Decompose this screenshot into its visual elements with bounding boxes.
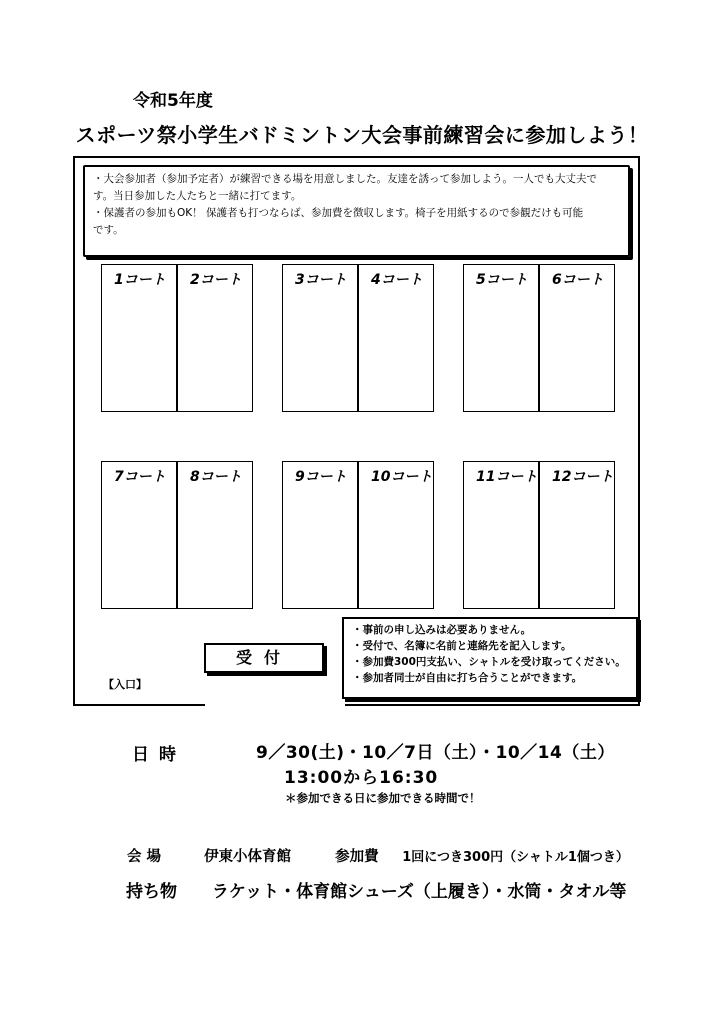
court-label: 9コート — [295, 469, 347, 485]
dates: 9／30(土)・10／7日（土）・10／14（土） — [256, 743, 615, 763]
court-4 — [358, 264, 434, 412]
items-row — [126, 877, 626, 902]
court-6 — [539, 264, 615, 412]
court-label: 1コート — [114, 272, 166, 288]
court-7 — [101, 461, 177, 609]
note-line: ・参加者同士が自由に打ち合うことができます。 — [352, 672, 583, 684]
court-10 — [358, 461, 434, 609]
court-12 — [539, 461, 615, 609]
time: 13:00から16:30 — [284, 768, 439, 788]
items-label: 持ち物 — [126, 882, 177, 902]
page-title: スポーツ祭小学生バドミントン大会事前練習会に参加しよう！ — [75, 123, 649, 147]
info-line: す。当日参加した人たちと一緒に打てます。 — [93, 190, 302, 202]
court-9 — [282, 461, 358, 609]
court-label: 8コート — [190, 469, 242, 485]
items-list: ラケット・体育館シューズ（上履き）・水筒・タオル等 — [211, 882, 627, 902]
venue-row — [127, 845, 629, 866]
court-label: 6コート — [552, 272, 604, 288]
court-8 — [177, 461, 253, 609]
year-label: 令和5年度 — [133, 91, 213, 111]
venue-label: 会 場 — [127, 849, 162, 865]
court-label: 5コート — [476, 272, 528, 288]
note-line: ・事前の申し込みは必要ありません。 — [352, 624, 532, 636]
note-line: ・参加費300円支払い、シャトルを受け取ってください。 — [352, 656, 626, 668]
court-label: 3コート — [295, 272, 347, 288]
info-line: ・大会参加者（参加予定者）が練習できる場を用意しました。友達を誘って参加しよう。一人でも大丈夫で — [93, 173, 597, 185]
datetime-note: ＊参加できる日に参加できる時間で！ — [285, 791, 481, 805]
court-label: 11コート — [476, 469, 538, 485]
court-label: 4コート — [371, 272, 423, 288]
entrance-opening — [205, 702, 345, 708]
info-line: ・保護者の参加もOK！ 保護者も打つならば、参加費を徴収します。椅子を用紙するので参観だけも可能 — [93, 207, 584, 219]
court-label: 7コート — [114, 469, 166, 485]
reception-sign: 受付 — [204, 643, 324, 673]
entrance-label: 【入口】 — [103, 678, 147, 691]
court-3 — [282, 264, 358, 412]
court-label: 10コート — [371, 469, 433, 485]
court-label: 2コート — [190, 272, 242, 288]
court-5 — [463, 264, 539, 412]
note-line: ・受付で、名簿に名前と連絡先を記入します。 — [352, 640, 572, 652]
info-line: です。 — [93, 224, 124, 236]
court-1 — [101, 264, 177, 412]
court-11 — [463, 461, 539, 609]
datetime-label: 日時 — [132, 745, 186, 765]
info-box — [83, 165, 630, 257]
court-2 — [177, 264, 253, 412]
court-label: 12コート — [552, 469, 614, 485]
venue-place: 伊東小体育館 — [204, 849, 292, 865]
notes-box — [342, 617, 638, 699]
fee-value: 1回につき300円（シャトル1個つき） — [402, 850, 629, 865]
fee-label: 参加費 — [335, 849, 379, 865]
